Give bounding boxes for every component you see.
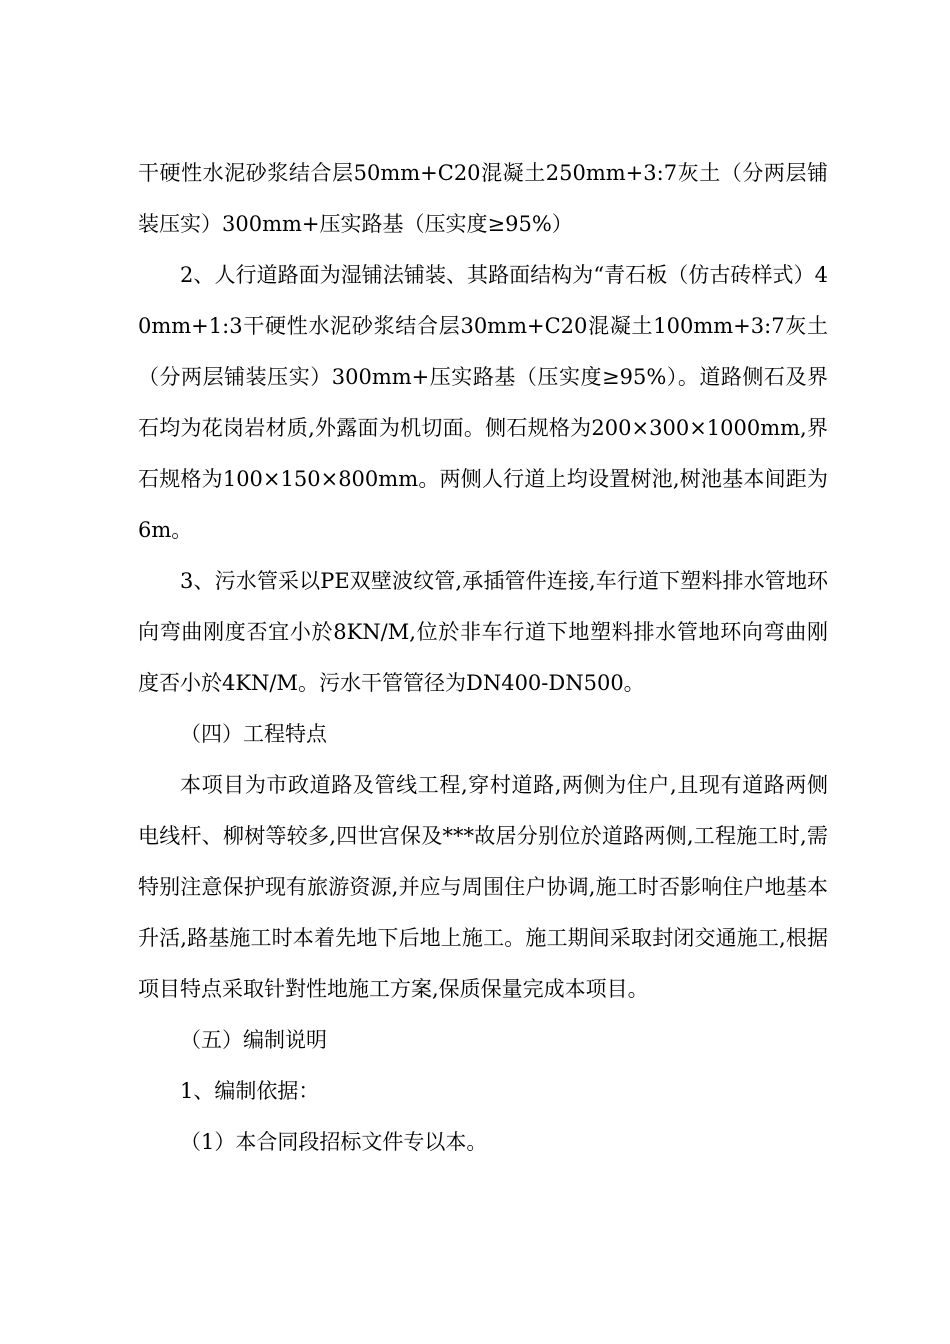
paragraph-road-structure-continued: 干硬性水泥砂浆结合层50mm+C20混凝土250mm+3:7灰土（分两层铺装压实）300mm+压实路基（压实度≥95%） <box>138 161 828 236</box>
document-body <box>138 148 828 1168</box>
list-item-basis-1: （1）本合同段招标文件专以本。 <box>180 1130 488 1154</box>
paragraph-project-features: 本项目为市政道路及管线工程,穿村道路,两侧为住户,且现有道路两侧电线杆、柳树等较多,四世宫保及***故居分别位於道路两侧,工程施工时,需特别注意保护现有旅游资源,并应与周围住户协调,施工时否影响住户地基本升活,路基施工时本着先地下后地上施工。施工期间采取封闭交通施工,根据项目特点采取针對性地施工方案,保质保量完成本项目。 <box>138 773 828 1001</box>
paragraph-sidewalk-structure: 2、人行道路面为湿铺法铺装、其路面结构为“青石板（仿古砖样式）40mm+1:3干硬性水泥砂浆结合层30mm+C20混凝土100mm+3:7灰土（分两层铺装压实）300mm+压实路基（压实度≥95%）。道路侧石及界石均为花岗岩材质,外露面为机切面。侧石规格为200×300×1000mm,界石规格为100×150×800mm。两侧人行道上均设置树池,树池基本间距为6m。 <box>138 263 828 542</box>
section-heading-compilation-notes: （五）编制说明 <box>180 1028 327 1052</box>
section-heading-project-features: （四）工程特点 <box>180 722 327 746</box>
paragraph-sewer-pipe: 3、污水管采以PE双壁波纹管,承插管件连接,车行道下塑料排水管地环向弯曲刚度否宜小於8KN/M,位於非车行道下地塑料排水管地环向弯曲刚度否小於4KN/M。污水干管管径为DN400-DN500。 <box>138 569 828 695</box>
paragraph-compilation-basis: 1、编制依据： <box>180 1079 320 1103</box>
